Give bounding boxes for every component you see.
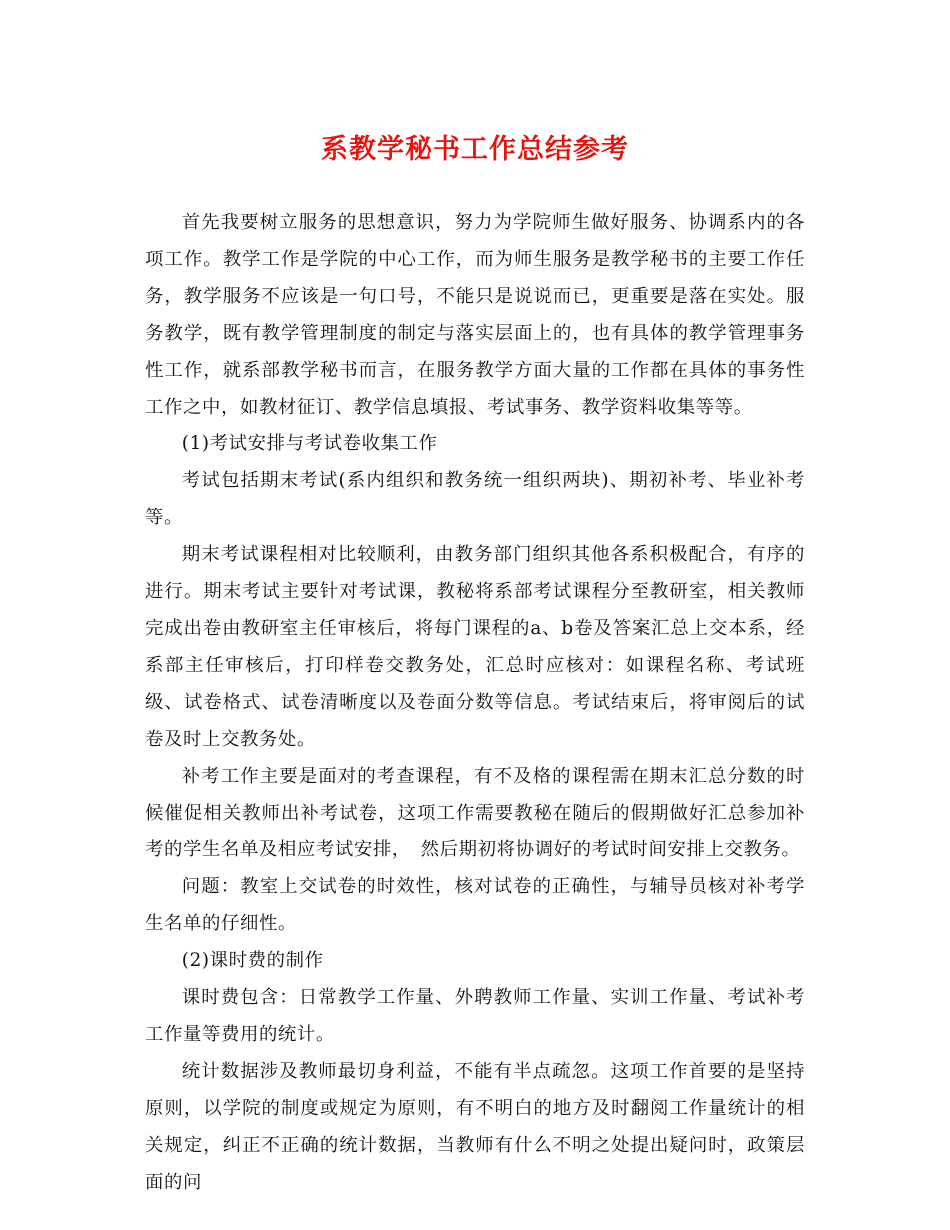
paragraph-fee-contents: 课时费包含：日常教学工作量、外聘教师工作量、实训工作量、考试补考工作量等费用的统计。: [145, 987, 805, 1045]
section-heading-fees: (2)课时费的制作: [181, 950, 324, 972]
section-heading-exam: (1)考试安排与考试卷收集工作: [181, 433, 438, 455]
paragraph-final-exam: 期末考试课程相对比较顺利，由教务部门组织其他各系积极配合，有序的进行。期末考试主要针对考试课，教秘将系部考试课程分至教研室，相关教师完成出卷由教研室主任审核后，将每门课程的a、b卷及答案汇总上交本系，经系部主任审核后，打印样卷交教务处，汇总时应核对：如课程名称、考试班级、试卷格式、试卷清晰度以及卷面分数等信息。考试结束后，将审阅后的试卷及时上交教务处。: [145, 544, 805, 750]
paragraph-exam-types: 考试包括期末考试(系内组织和教务统一组织两块)、期初补考、毕业补考等。: [145, 470, 805, 529]
paragraph-statistics: 统计数据涉及教师最切身利益，不能有半点疏忽。这项工作首要的是坚持原则，以学院的制度或规定为原则，有不明白的地方及时翻阅工作量统计的相关规定，纠正不正确的统计数据，当教师有什么不明之处提出疑问时，政策层面的问: [145, 1060, 805, 1193]
paragraph-intro: 首先我要树立服务的思想意识，努力为学院师生做好服务、协调系内的各项工作。教学工作是学院的中心工作，而为师生服务是教学秘书的主要工作任务，教学服务不应该是一句口号，不能只是说说而已，更重要是落在实处。服务教学，既有教学管理制度的制定与落实层面上的，也有具体的教学管理事务性工作，就系部教学秘书而言，在服务教学方面大量的工作都在具体的事务性工作之中，如教材征订、教学信息填报、考试事务、教学资料收集等等。: [145, 212, 805, 418]
document-title: 系教学秘书工作总结参考: [321, 134, 629, 165]
paragraph-issues: 问题：教室上交试卷的时效性，核对试卷的正确性，与辅导员核对补考学生名单的仔细性。: [145, 876, 805, 935]
document-body: [145, 205, 805, 1201]
paragraph-makeup-exam: 补考工作主要是面对的考查课程，有不及格的课程需在期末汇总分数的时候催促相关教师出补考试卷，这项工作需要教秘在随后的假期做好汇总参加补考的学生名单及相应考试安排， 然后期初将协调好的考试时间安排上交教务。: [145, 765, 805, 861]
